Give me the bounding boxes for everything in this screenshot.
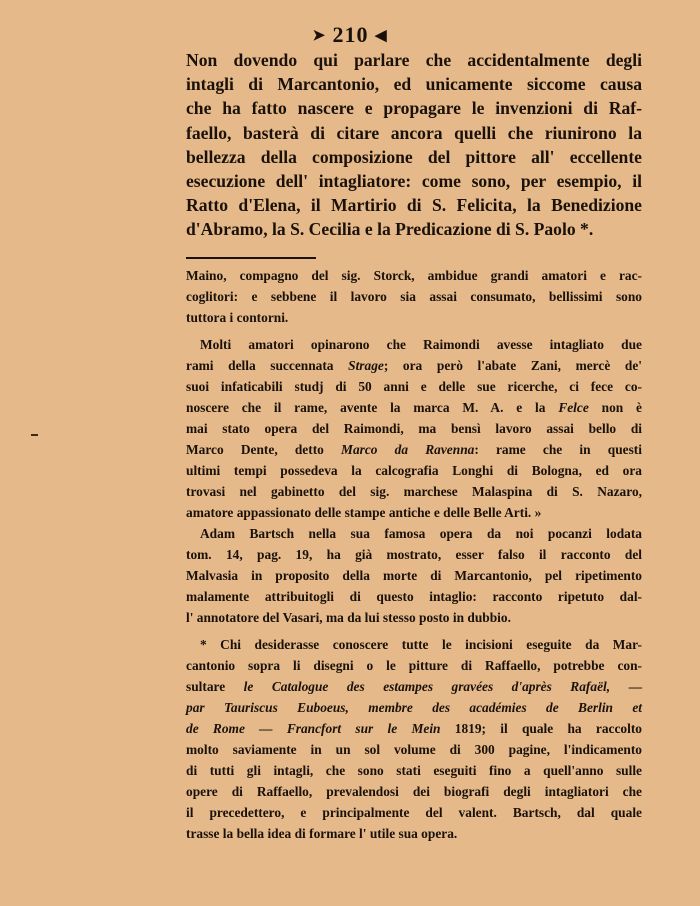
note-line: trovasi nel gabinetto del sig. marchese Malaspina di S. Nazaro, <box>186 484 642 499</box>
note-line: malamente attribuitogli di questo intaglio: racconto ripetuto dal- <box>186 589 642 604</box>
note-italic: de Rome — Francfort sur le Mein <box>186 721 441 736</box>
note-paragraph-1 <box>186 265 642 328</box>
right-arrow-ornament-icon: ➤ <box>312 28 327 44</box>
main-paragraph <box>186 48 642 242</box>
page-number: 210 <box>332 22 369 47</box>
note-text: non è <box>588 400 642 415</box>
margin-mark <box>31 434 38 436</box>
left-arrow-ornament-icon: ◀ <box>375 28 388 44</box>
note-line <box>186 676 642 697</box>
note-text: noscere che il rame, avente la marca M. A. e la <box>186 400 559 415</box>
main-line: Non dovendo qui parlare che accidentalmente degli <box>186 50 642 70</box>
note-italic: Strage <box>348 358 384 373</box>
note-line: tom. 14, pag. 19, ha già mostrato, esser falso il racconto del <box>186 547 642 562</box>
note-line: amatore appassionato delle stampe antiche e delle Belle Arti. » <box>186 505 542 520</box>
note-line <box>186 397 642 418</box>
note-line: par Tauriscus Euboeus, membre des académies de Berlin et <box>186 700 642 715</box>
note-paragraph-4 <box>186 634 642 844</box>
note-line: opere di Raffaello, prevalendosi dei biografi degli intagliatori che <box>186 784 642 799</box>
note-line: * Chi desiderasse conoscere tutte le incisioni eseguite da Mar- <box>200 637 642 652</box>
note-line: tuttora i contorni. <box>186 310 289 325</box>
note-line: Maino, compagno del sig. Storck, ambidue grandi amatori e rac- <box>186 268 642 283</box>
main-line: d'Abramo, la S. Cecilia e la Predicazione di S. Paolo *. <box>186 219 594 240</box>
note-text: — <box>610 679 642 694</box>
note-text: sultare <box>186 679 244 694</box>
note-line: mai stato opera del Raimondi, ma bensì lavoro assai bello di <box>186 421 642 436</box>
note-line: suoi infaticabili studj di 50 anni e delle sue ricerche, ci fece co- <box>186 379 642 394</box>
note-line: trasse la bella idea di formare l' utile sua opera. <box>186 826 458 841</box>
note-text: 1819; il quale ha raccolto <box>440 721 642 736</box>
note-line <box>186 355 642 376</box>
page-number-header <box>0 22 700 48</box>
main-line: intagli di Marcantonio, ed unicamente siccome causa <box>186 74 642 95</box>
note-line: cantonio sopra li disegni o le pitture di Raffaello, potrebbe con- <box>186 658 642 673</box>
note-line: di tutti gli intagli, che sono stati eseguiti fino a quell'anno sulle <box>186 763 642 778</box>
note-line: l' annotatore del Vasari, ma da lui stesso posto in dubbio. <box>186 610 511 625</box>
main-line: che ha fatto nascere e propagare le invenzioni di Raf- <box>186 98 642 119</box>
note-italic: le Catalogue des estampes gravées d'après Rafaël, <box>243 679 611 694</box>
note-line: Adam Bartsch nella sua famosa opera da noi pocanzi lodata <box>200 526 642 541</box>
main-line: faello, basterà di citare ancora quelli che riunirono la <box>186 122 642 143</box>
note-line: Molti amatori opinarono che Raimondi avesse intagliato due <box>200 337 642 352</box>
note-line: molto saviamente in un sol volume di 300 pagine, l'indicamento <box>186 742 642 757</box>
note-paragraph-2 <box>186 334 642 523</box>
footnote-divider <box>186 257 316 259</box>
note-text: : rame che in questi <box>474 442 642 457</box>
note-text: ; ora però l'abate Zani, mercè de' <box>383 358 642 373</box>
note-line <box>186 439 642 460</box>
note-italic: Felce <box>558 400 589 415</box>
note-italic: Marco da Ravenna <box>341 442 475 457</box>
note-paragraph-3 <box>186 523 642 628</box>
note-text: Marco Dente, detto <box>186 442 342 457</box>
note-text: rami della succennata <box>186 358 349 373</box>
main-line: bellezza della composizione del pittore all' eccellente <box>186 146 642 167</box>
note-line <box>186 718 642 739</box>
note-line: coglitori: e sebbene il lavoro sia assai consumato, bellissimi sono <box>186 289 642 304</box>
note-line: ultimi tempi possedeva la calcografia Longhi di Bologna, ed ora <box>186 463 642 478</box>
main-line: esecuzione dell' intagliatore: come sono, per esempio, il <box>186 171 642 192</box>
footnotes <box>186 265 642 844</box>
note-line: Malvasia in proposito della morte di Marcantonio, pel ripetimento <box>186 568 642 583</box>
note-line: il precedettero, e principalmente del valent. Bartsch, dal quale <box>186 805 642 820</box>
main-line: Ratto d'Elena, il Martirio di S. Felicita, la Benedizione <box>186 195 642 216</box>
